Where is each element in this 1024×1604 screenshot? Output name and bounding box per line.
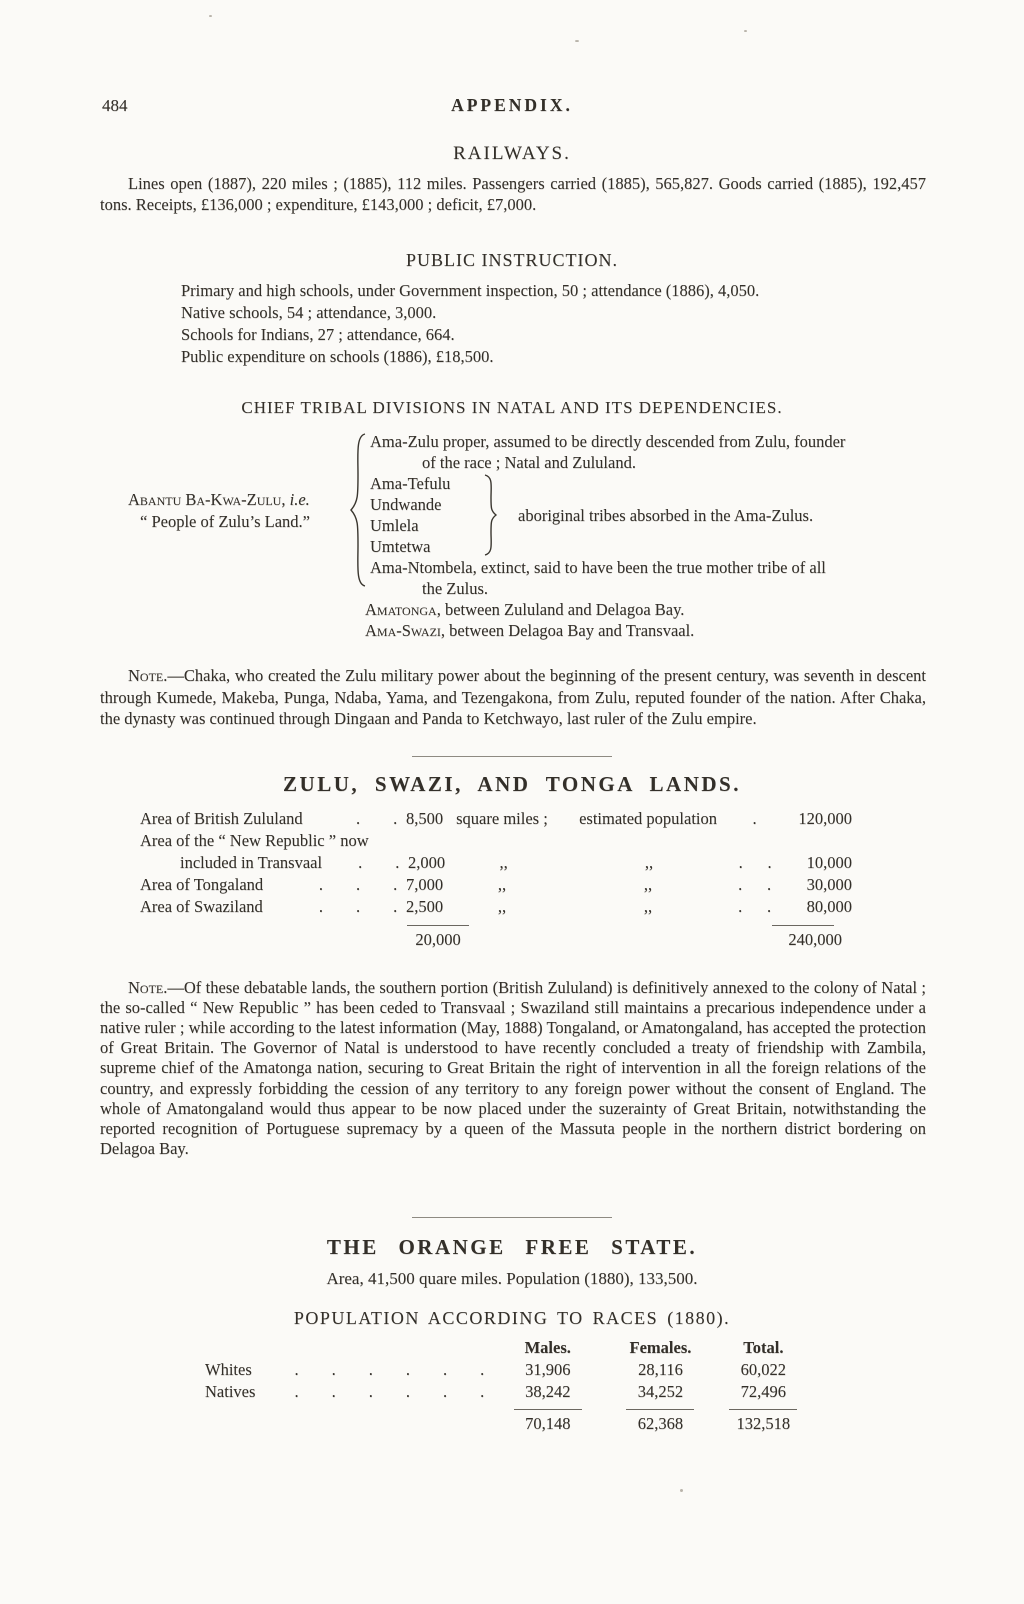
public-instruction-line: Schools for Indians, 27 ; attendance, 664. <box>181 325 455 344</box>
section-divider <box>412 756 612 757</box>
females-cell: 28,116 <box>638 1360 683 1380</box>
totals-row <box>140 925 852 950</box>
railways-paragraph: Lines open (1887), 220 miles ; (1885), 112 miles. Passengers carried (1885), 565,827. Goods carried (1885), 192,457 tons. Receipts, £136,000 ; expenditure, £143,000 ; deficit, £7,000. <box>100 174 926 214</box>
area-total: 20,000 <box>415 929 461 949</box>
sum-rule <box>772 925 834 926</box>
table-row <box>205 1381 805 1403</box>
males-cell: 38,242 <box>525 1382 571 1402</box>
total-cell: 72,496 <box>740 1382 787 1402</box>
column-header-females: Females. <box>629 1338 692 1358</box>
scan-speck <box>680 1489 683 1492</box>
dot-leader: . . . <box>318 896 398 916</box>
sum-rule <box>407 925 469 926</box>
ditto-mark: ,, <box>643 874 653 894</box>
sum-rule <box>729 1409 797 1410</box>
dot-leader: . . <box>738 896 772 916</box>
area-cell: 8,500 <box>406 808 444 828</box>
abantu-name: Abantu Ba-Kwa-Zulu, <box>128 490 286 509</box>
females-total: 62,368 <box>637 1414 684 1434</box>
note-label: Note. <box>128 977 168 997</box>
tribal-brace-diagram <box>128 431 1024 599</box>
public-instruction-list <box>181 280 1024 368</box>
amatonga-name: Amatonga <box>365 600 437 619</box>
absorbed-note: aboriginal tribes absorbed in the Ama-Zulus. <box>518 505 814 525</box>
males-total: 70,148 <box>525 1414 571 1434</box>
tribe-name: Umtetwa <box>370 537 431 556</box>
left-brace <box>348 431 370 589</box>
public-instruction-line: Primary and high schools, under Government inspection, 50 ; attendance (1886), 4,050. <box>181 281 760 300</box>
sum-rule <box>626 1409 694 1410</box>
amatonga-rest: , between Zululand and Delagoa Bay. <box>436 600 685 619</box>
table-row <box>140 808 852 830</box>
tribe-name: Ama-Tefulu <box>370 474 451 493</box>
right-brace <box>482 473 498 557</box>
dot-leader: . . . <box>318 874 398 894</box>
orange-free-state-area-line: Area, 41,500 quare miles. Population (1880), 133,500. <box>326 1269 698 1289</box>
males-total-cell <box>496 1409 599 1435</box>
railways-heading: RAILWAYS. <box>453 143 571 164</box>
population-cell: 30,000 <box>806 874 852 894</box>
dot-leader: . . <box>355 808 398 828</box>
row-label: Area of Swaziland <box>140 896 263 916</box>
table-row <box>140 874 852 896</box>
tribe-name: Umlela <box>370 516 419 535</box>
grand-total-cell <box>722 1409 805 1435</box>
row-label: Area of British Zululand <box>140 808 303 828</box>
column-header-males: Males. <box>524 1338 571 1358</box>
abantu-quote: “ People of Zulu’s Land.” <box>140 512 310 531</box>
ama-swazi-name: Ama-Swazi <box>365 621 441 640</box>
abantu-label <box>128 431 348 533</box>
ntombela-line: the Zulus. <box>422 579 488 598</box>
page-number: 484 <box>102 96 128 115</box>
population-total: 240,000 <box>788 929 842 949</box>
row-label: included in Transvaal <box>180 852 323 872</box>
absorbed-tribes-list <box>370 473 482 557</box>
dot-leader: . . <box>738 852 772 872</box>
population-cell: 10,000 <box>806 852 853 872</box>
ama-zulu-line: of the race ; Natal and Zululand. <box>422 453 636 472</box>
ditto-mark: ,, <box>497 896 507 916</box>
row-label: Area of Tongaland <box>140 874 264 894</box>
public-instruction-line: Public expenditure on schools (1886), £18,500. <box>181 347 494 366</box>
dot-leader: . . <box>358 852 400 872</box>
area-cell: 7,000 <box>406 874 444 894</box>
tribal-divisions-heading: CHIEF TRIBAL DIVISIONS IN NATAL AND ITS DEPENDENCIES. <box>241 398 783 417</box>
column-header-total: Total. <box>743 1338 784 1358</box>
tribe-name: Undwande <box>370 495 442 514</box>
totals-row <box>205 1409 805 1435</box>
population-cell: 80,000 <box>806 896 852 916</box>
tribal-content <box>370 431 980 599</box>
races-heading: POPULATION ACCORDING TO RACES (1880). <box>293 1308 731 1329</box>
ama-swazi-rest: , between Delagoa Bay and Transvaal. <box>440 621 695 640</box>
row-label: Natives <box>205 1382 256 1402</box>
lands-note-paragraph <box>100 978 926 1160</box>
lands-heading: ZULU, SWAZI, AND TONGA LANDS. <box>283 771 741 796</box>
females-cell: 34,252 <box>637 1382 684 1402</box>
population-total-cell <box>756 925 842 950</box>
orange-free-state-heading: THE ORANGE FREE STATE. <box>326 1235 698 1260</box>
table-row <box>140 852 852 874</box>
males-cell: 31,906 <box>525 1360 571 1380</box>
unit-cell: square miles ; <box>456 808 548 828</box>
total-cell: 60,022 <box>740 1360 787 1380</box>
races-table <box>205 1337 805 1435</box>
ama-swazi-line <box>365 620 1024 641</box>
dot-leader: . <box>752 808 757 828</box>
amatonga-line <box>365 599 1024 620</box>
ditto-mark: ,, <box>499 852 508 872</box>
lands-table <box>140 808 852 950</box>
running-head: APPENDIX. <box>451 95 573 115</box>
note-text: —Chaka, who created the Zulu military power about the beginning of the present century, was seventh in descent through Kumede, Makeba, Punga, Ndaba, Yama, and Tezengakona, from Zulu, reputed founder of the nation. After Chaka, the dynasty was continued through Dingaan and Panda to Ketchwayo, last ruler of the Zulu empire. <box>100 666 926 728</box>
scan-speck <box>575 40 579 42</box>
ama-zulu-line: Ama-Zulu proper, assumed to be directly descended from Zulu, founder <box>370 432 846 451</box>
row-label: Whites <box>205 1360 252 1380</box>
females-total-cell <box>599 1409 722 1435</box>
area-cell: 2,000 <box>408 852 446 872</box>
scan-speck <box>209 15 212 17</box>
population-cell: 120,000 <box>798 808 852 828</box>
abantu-ie: i.e. <box>285 490 310 509</box>
note-text: —Of these debatable lands, the southern portion (British Zululand) is definitively annexed to the colony of Natal ; the so-called “ New Republic ” has been ceded to Transvaal ; Swaziland still maintains a precarious independence under a native ruler ; while according to the latest information (May, 1888) Tongaland, or Amatongaland, has accepted the protection of Great Britain. The Governor of Natal is understood to have recently concluded a treaty of friendship with Zambila, supreme chief of the Amatonga nation, securing to Great Britain the right of intervention in all the foreign relations of the country, and expressly forbidding the cession of any territory to any foreign power without the consent of England. The whole of Amatongaland would thus appear to be now placed under the suzerainty of Great Britain, notwithstanding the reported recognition of Portuguese supremacy by a queen of the Massuta people in the northern district bordering on Delagoa Bay. <box>100 977 926 1159</box>
section-divider <box>412 1217 612 1218</box>
races-header-row <box>205 1337 805 1359</box>
ditto-mark: ,, <box>644 852 654 872</box>
grand-total: 132,518 <box>736 1414 791 1434</box>
population-label-cell: estimated population <box>579 808 718 828</box>
absorbed-tribes-group <box>370 473 980 557</box>
ntombela-line: Ama-Ntombela, extinct, said to have been the true mother tribe of all <box>370 558 826 577</box>
table-row <box>140 896 852 918</box>
note-label: Note. <box>128 666 168 685</box>
ditto-mark: ,, <box>643 896 653 916</box>
sum-rule <box>514 1409 582 1410</box>
tribal-note-paragraph <box>100 665 926 730</box>
dot-leader: . . . . . . <box>294 1360 485 1380</box>
dot-leader: . . . . . . <box>294 1382 485 1402</box>
public-instruction-line: Native schools, 54 ; attendance, 3,000. <box>181 303 437 322</box>
scan-speck <box>744 30 747 32</box>
ditto-mark: ,, <box>497 874 507 894</box>
area-total-cell <box>393 925 483 950</box>
public-instruction-heading: PUBLIC INSTRUCTION. <box>405 250 618 270</box>
dot-leader: . . <box>738 874 772 894</box>
area-cell: 2,500 <box>406 896 444 916</box>
table-row <box>205 1359 805 1381</box>
row-label-continued: Area of the “ New Republic ” now <box>140 830 369 850</box>
